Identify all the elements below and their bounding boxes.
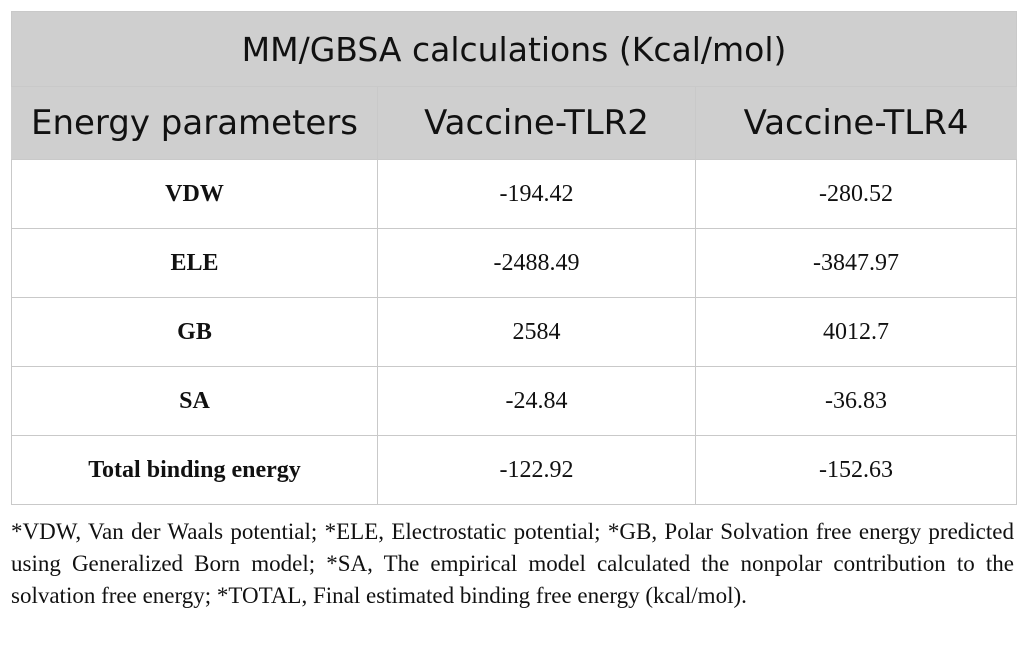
row-label-gb: GB (12, 298, 378, 367)
cell-vdw-tlr4: -280.52 (696, 160, 1017, 229)
column-header-energy-parameters: Energy parameters (12, 87, 378, 160)
table-row (12, 298, 1017, 367)
cell-ele-tlr4: -3847.97 (696, 229, 1017, 298)
table-row (12, 160, 1017, 229)
cell-sa-tlr2: -24.84 (378, 367, 696, 436)
energy-table-container (11, 11, 1016, 505)
cell-vdw-tlr2: -194.42 (378, 160, 696, 229)
cell-gb-tlr4: 4012.7 (696, 298, 1017, 367)
row-label-sa: SA (12, 367, 378, 436)
row-label-vdw: VDW (12, 160, 378, 229)
mmgbsa-table (11, 11, 1017, 505)
column-header-vaccine-tlr4: Vaccine-TLR4 (696, 87, 1017, 160)
cell-total-tlr2: -122.92 (378, 436, 696, 505)
table-row (12, 436, 1017, 505)
table-title-row (12, 12, 1017, 87)
table-header-row (12, 87, 1017, 160)
table-footnote: *VDW, Van der Waals potential; *ELE, Electrostatic potential; *GB, Polar Solvation free energy predicted using Generalized Born model; *SA, The empirical model calculated the nonpolar contribution to the solvation free energy; *TOTAL, Final estimated binding free energy (kcal/mol). (11, 519, 1014, 608)
cell-ele-tlr2: -2488.49 (378, 229, 696, 298)
column-header-vaccine-tlr2: Vaccine-TLR2 (378, 87, 696, 160)
cell-sa-tlr4: -36.83 (696, 367, 1017, 436)
table-row (12, 367, 1017, 436)
row-label-ele: ELE (12, 229, 378, 298)
cell-gb-tlr2: 2584 (378, 298, 696, 367)
table-title: MM/GBSA calculations (Kcal/mol) (12, 12, 1017, 87)
row-label-total-binding-energy: Total binding energy (12, 436, 378, 505)
cell-total-tlr4: -152.63 (696, 436, 1017, 505)
table-row (12, 229, 1017, 298)
